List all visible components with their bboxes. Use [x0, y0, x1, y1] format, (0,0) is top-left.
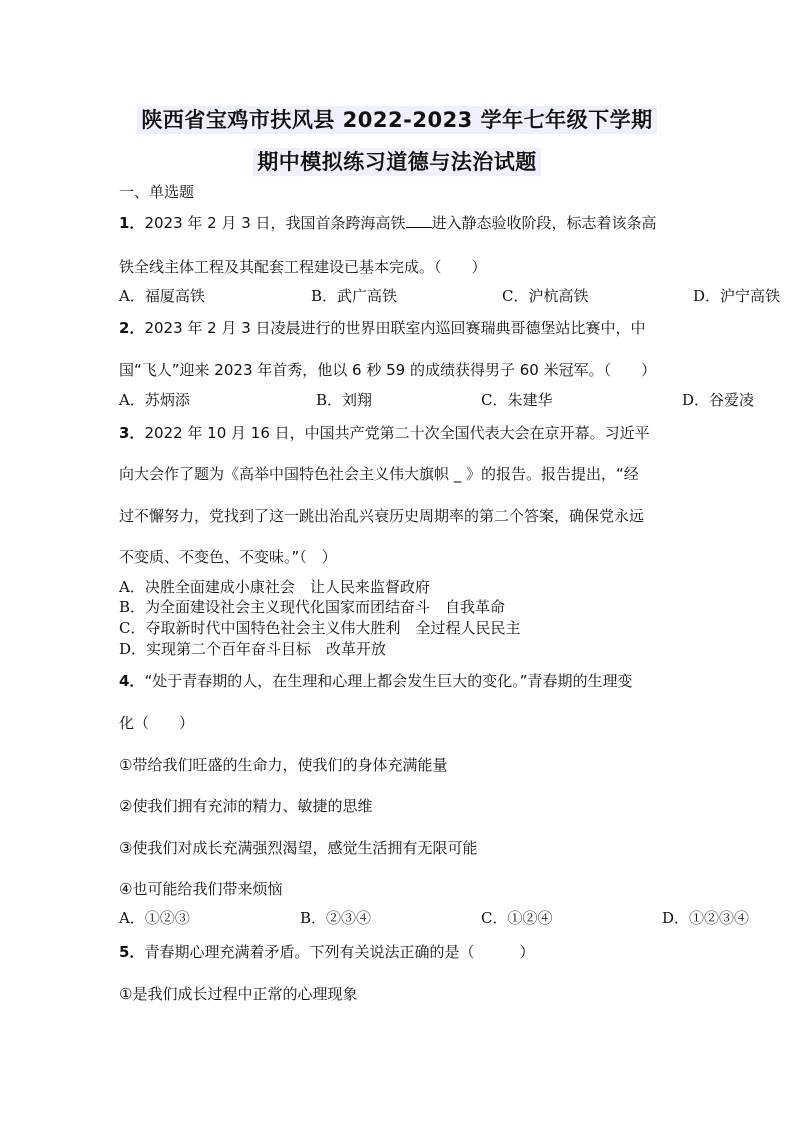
question-number: 5．	[119, 943, 145, 961]
question-1-line1: 1．2023 年 2 月 3 日，我国首条跨海高铁 进入静态验收阶段，标志着该条高	[119, 214, 657, 232]
question-3-line3: 过不懈努力，党找到了这一跳出治乱兴衰历史周期率的第二个答案，确保党永远	[119, 507, 645, 525]
question-1-line2: 铁全线主体工程及其配套工程建设已基本完成。（ ）	[119, 258, 487, 276]
option-d[interactable]: D．①②③④	[662, 909, 750, 927]
option-c[interactable]: C．①②④	[481, 909, 553, 927]
option-b[interactable]: B．武广高铁	[311, 287, 398, 305]
question-2-line1: 2．2023 年 2 月 3 日凌晨进行的世界田联室内巡回赛瑞典哥德堡站比赛中，中	[119, 319, 646, 337]
option-b[interactable]: B．②③④	[300, 909, 372, 927]
option-d[interactable]: D．实现第二个百年奋斗目标 改革开放	[119, 640, 387, 658]
section-heading: 一、单选题	[119, 183, 195, 201]
question-4-line2: 化（ ）	[119, 714, 195, 732]
option-c[interactable]: C．沪杭高铁	[502, 287, 589, 305]
question-4-options	[119, 907, 789, 929]
statement-1: ①带给我们旺盛的生命力，使我们的身体充满能量	[119, 756, 448, 774]
question-number: 2．	[119, 319, 145, 337]
option-a[interactable]: A．决胜全面建成小康社会 让人民来监督政府	[119, 578, 430, 596]
question-3-line1: 3．2022 年 10 月 16 日，中国共产党第二十次全国代表大会在京开幕。习近平	[119, 424, 650, 442]
option-a[interactable]: A．福厦高铁	[119, 287, 205, 305]
question-2-line2: 国“飞人”迎来 2023 年首秀，他以 6 秒 59 的成绩获得男子 60 米冠军。（ ）	[119, 361, 657, 379]
option-b[interactable]: B．刘翔	[316, 391, 373, 409]
fill-blank	[406, 215, 432, 228]
question-3-line2: 向大会作了题为《高举中国特色社会主义伟大旗帜 _ 》的报告。报告提出，“经	[119, 465, 639, 483]
question-3-line4: 不变质、不变色、不变味。”（ ）	[119, 548, 337, 566]
option-a[interactable]: A．苏炳添	[119, 391, 190, 409]
option-d[interactable]: D．沪宁高铁	[693, 287, 781, 305]
exam-title-line1: 陕西省宝鸡市扶风县 2022-2023 学年七年级下学期	[0, 104, 794, 134]
statement-4: ④也可能给我们带来烦恼	[119, 880, 283, 898]
option-d[interactable]: D．谷爱凌	[682, 391, 755, 409]
exam-title-line2: 期中模拟练习道德与法治试题	[0, 146, 794, 176]
option-a[interactable]: A．①②③	[119, 909, 190, 927]
option-c[interactable]: C．朱建华	[481, 391, 553, 409]
statement-1: ①是我们成长过程中正常的心理现象	[119, 985, 358, 1003]
question-1-options	[119, 285, 789, 307]
statement-2: ②使我们拥有充沛的精力、敏捷的思维	[119, 797, 373, 815]
question-4-line1: 4．“处于青春期的人，在生理和心理上都会发生巨大的变化。”青春期的生理变	[119, 672, 633, 690]
question-number: 1．	[119, 214, 145, 232]
question-number: 3．	[119, 424, 145, 442]
option-c[interactable]: C．夺取新时代中国特色社会主义伟大胜利 全过程人民民主	[119, 619, 521, 637]
question-5-line1: 5．青春期心理充满着矛盾。下列有关说法正确的是（ ）	[119, 943, 535, 961]
question-number: 4．	[119, 672, 145, 690]
option-b[interactable]: B．为全面建设社会主义现代化国家而团结奋斗 自我革命	[119, 598, 506, 616]
statement-3: ③使我们对成长充满强烈渴望，感觉生活拥有无限可能	[119, 839, 478, 857]
question-2-options	[119, 389, 789, 411]
